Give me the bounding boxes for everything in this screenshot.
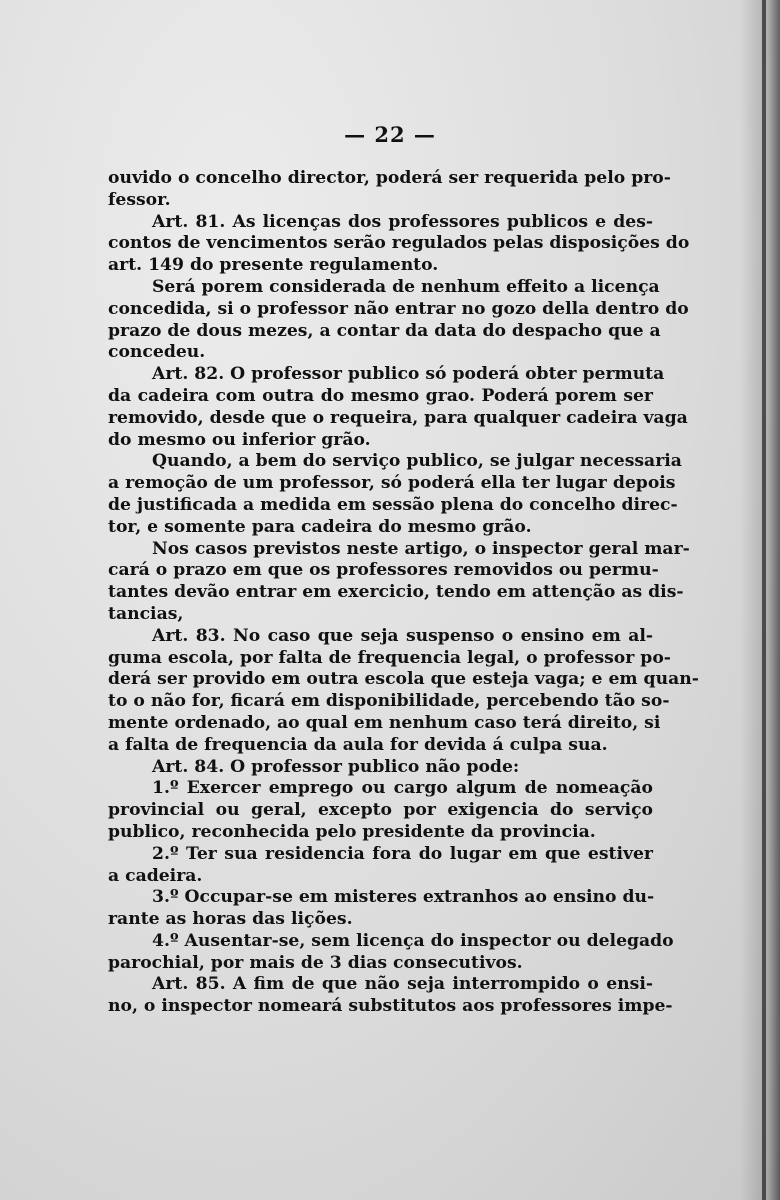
page-number: — 22 — xyxy=(344,122,436,147)
text-line: Art. 82. O professor publico só poderá obter permuta xyxy=(152,364,665,385)
text-line: 4.º Ausentar-se, sem licença do inspector ou delegado xyxy=(152,930,674,951)
text-line: tantes devão entrar em exercicio, tendo em attenção as dis- xyxy=(108,582,684,603)
text-line: de justificada a medida em sessão plena do concelho direc- xyxy=(108,494,678,515)
text-line: da cadeira com outra do mesmo grao. Poderá porem ser xyxy=(108,385,653,406)
text-line: removido, desde que o requeira, para qualquer cadeira vaga xyxy=(108,407,688,428)
text-line: a falta de frequencia da aula for devida á culpa sua. xyxy=(108,734,608,755)
text-line: prazo de dous mezes, a contar da data do despacho que a xyxy=(108,320,661,341)
page-edge-shadow xyxy=(740,0,780,1200)
text-line: concedeu. xyxy=(108,342,206,363)
body-text xyxy=(108,168,699,1018)
text-line: publico, reconhecida pelo presidente da provincia. xyxy=(108,821,596,842)
text-line: Será porem considerada de nenhum effeito a licença xyxy=(152,276,660,297)
text-line: no, o inspector nomeará substitutos aos professores impe- xyxy=(108,996,673,1017)
text-line: Art. 84. O professor publico não pode: xyxy=(152,756,520,777)
text-line: to o não for, ficará em disponibilidade, percebendo tão so- xyxy=(108,691,670,712)
text-line: guma escola, por falta de frequencia legal, o professor po- xyxy=(108,647,671,668)
text-line: concedida, si o professor não entrar no gozo della dentro do xyxy=(108,298,689,319)
text-line: fessor. xyxy=(108,189,171,210)
text-line: Art. 85. A fim de que não seja interrompido o ensi- xyxy=(152,974,653,995)
text-line: cará o prazo em que os professores removidos ou permu- xyxy=(108,560,659,581)
text-line: mente ordenado, ao qual em nenhum caso terá direito, si xyxy=(108,712,661,733)
text-line: tor, e somente para cadeira do mesmo grão. xyxy=(108,516,532,537)
text-line: Art. 81. As licenças dos professores publicos e des- xyxy=(152,211,653,232)
text-line: do mesmo ou inferior grão. xyxy=(108,429,371,450)
text-line: parochial, por mais de 3 dias consecutivos. xyxy=(108,952,523,973)
text-line: 2.º Ter sua residencia fora do lugar em que estiver xyxy=(152,843,653,864)
text-line: art. 149 do presente regulamento. xyxy=(108,255,439,276)
text-line: contos de vencimentos serão regulados pelas disposições do xyxy=(108,233,690,254)
text-line: derá ser provido em outra escola que esteja vaga; e em quan- xyxy=(108,669,699,690)
text-line: rante as horas das lições. xyxy=(108,909,353,930)
text-line: Nos casos previstos neste artigo, o inspector geral mar- xyxy=(152,538,690,559)
text-line: Art. 83. No caso que seja suspenso o ensino em al- xyxy=(152,625,653,646)
text-line: 3.º Occupar-se em misteres extranhos ao ensino du- xyxy=(152,887,655,908)
text-line: Quando, a bem do serviço publico, se julgar necessaria xyxy=(152,451,682,472)
text-line: tancias, xyxy=(108,603,184,624)
text-line: a remoção de um professor, só poderá ella ter lugar depois xyxy=(108,473,676,494)
text-line: a cadeira. xyxy=(108,865,203,886)
text-line: provincial ou geral, excepto por exigencia do serviço xyxy=(108,800,653,821)
text-line: ouvido o concelho director, poderá ser requerida pelo pro- xyxy=(108,168,671,188)
text-line: 1.º Exercer emprego ou cargo algum de nomeação xyxy=(152,778,653,799)
page-binding-edge xyxy=(762,0,766,1200)
